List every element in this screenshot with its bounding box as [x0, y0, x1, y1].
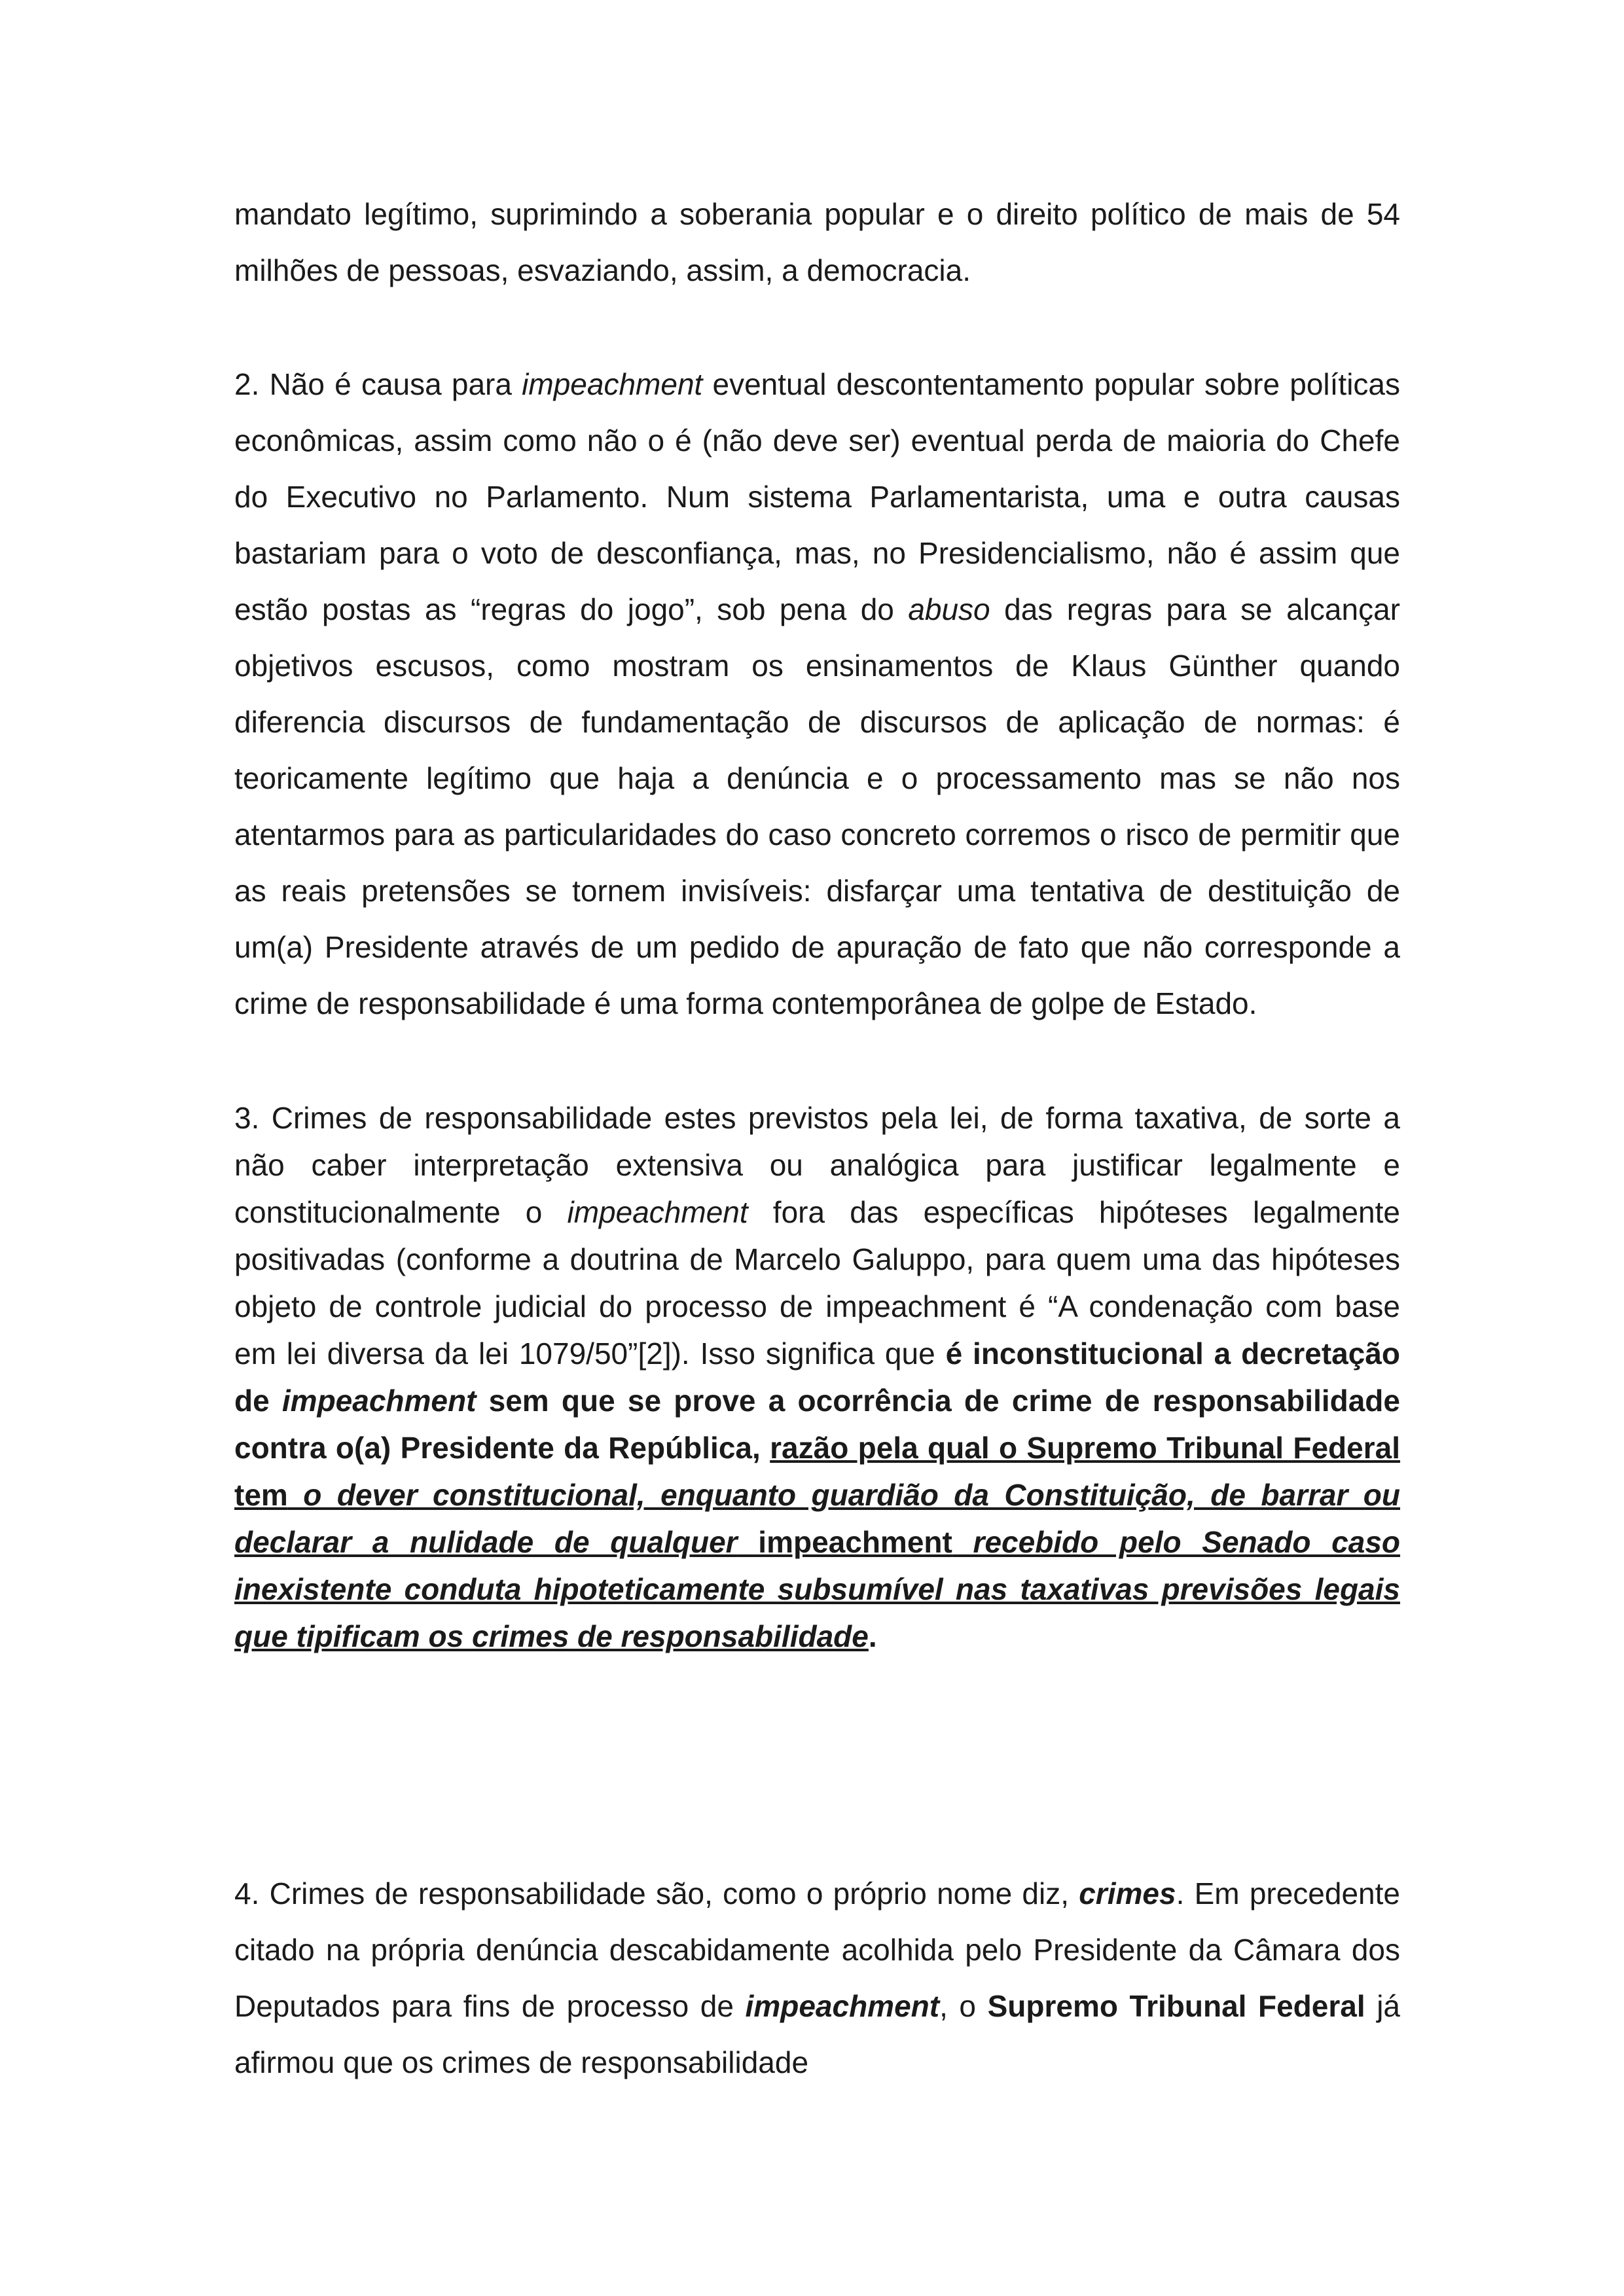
paragraph-3-text-a: 3. Crimes de responsabilidade estes previstos pela lei, de forma taxativa, de sorte a não caber interpretação extensiva ou analógica para justificar legalmente e constitucionalmente o	[234, 1101, 1400, 1229]
paragraph-2-italic-abuso: abuso	[908, 592, 990, 626]
paragraph-3-bold-underlined-impeachment: impeachment	[737, 1525, 952, 1559]
paragraph-4-text-b: . Em precedente citado na própria denúncia descabidamente acolhida pelo Presidente da Câmara dos Deputados para fins de processo de	[234, 1876, 1400, 2023]
paragraph-1	[234, 186, 1400, 298]
paragraph-2-text-c: das regras para se alcançar objetivos escusos, como mostram os ensinamentos de Klaus Günther quando diferencia discursos de fundamentação de discursos de aplicação de normas: é teoricamente legítimo que haja a denúncia e o processamento mas se não nos atentarmos para as particularidades do caso concreto corremos o risco de permitir que as reais pretensões se tornem invisíveis: disfarçar uma tentativa de destituição de um(a) Presidente através de um pedido de apuração de fato que não corresponde a crime de responsabilidade é uma forma contemporânea de golpe de Estado.	[234, 592, 1400, 1020]
paragraph-4-bold-stf: Supremo Tribunal Federal	[987, 1989, 1365, 2023]
paragraph-4-text-a: 4. Crimes de responsabilidade são, como o próprio nome diz,	[234, 1876, 1079, 1910]
paragraph-3-bold-underlined: razão pela qual o Supremo Tribunal Federal tem	[234, 1431, 1401, 1512]
paragraph-2-italic-impeachment: impeachment	[522, 367, 703, 401]
paragraph-3-bold-b: sem que se prove a ocorrência de crime de responsabilidade contra o(a) Presidente da República,	[234, 1384, 1400, 1465]
paragraph-3-bold-space	[761, 1431, 770, 1465]
paragraph-3-bold-italic-impeachment: impeachment	[281, 1384, 477, 1418]
paragraph-2	[234, 356, 1400, 1031]
paragraph-2-text-b: eventual descontentamento popular sobre políticas econômicas, assim como não o é (não deve ser) eventual perda de maioria do Chefe do Executivo no Parlamento. Num sistema Parlamentarista, uma e outra causas bastariam para o voto de desconfiança, mas, no Presidencialismo, não é assim que estão postas as “regras do jogo”, sob pena do	[234, 367, 1400, 626]
paragraph-3-bold-a: é inconstitucional a decretação de	[234, 1336, 1400, 1418]
paragraph-4	[234, 1865, 1400, 2090]
paragraph-3-bold-italic-underlined-a: o dever constitucional, enquanto guardião da Constituição, de barrar ou declarar a nulidade de qualquer	[234, 1478, 1400, 1559]
paragraph-3-final-period: .	[868, 1619, 877, 1653]
paragraph-3	[234, 1094, 1400, 1660]
paragraph-4-text-d: já afirmou que os crimes de responsabilidade	[234, 1989, 1400, 2079]
paragraph-4-bold-italic-impeachment: impeachment	[745, 1989, 940, 2023]
paragraph-2-text-a: 2. Não é causa para	[234, 367, 522, 401]
paragraph-4-bold-italic-crimes: crimes	[1079, 1876, 1176, 1910]
paragraph-1-text: mandato legítimo, suprimindo a soberania popular e o direito político de mais de 54 milhões de pessoas, esvaziando, assim, a democracia.	[234, 197, 1400, 287]
paragraph-3-bold-italic-underlined-b: recebido pelo Senado caso inexistente conduta hipoteticamente subsumível nas taxativas previsões legais que tipificam os crimes de responsabilidade	[234, 1525, 1401, 1653]
paragraph-3-text-b: fora das específicas hipóteses legalmente positivadas (conforme a doutrina de Marcelo Galuppo, para quem uma das hipóteses objeto de controle judicial do processo de impeachment é “A condenação com base em lei diversa da lei 1079/50”[2]). Isso significa que	[234, 1195, 1400, 1371]
paragraph-4-text-c: , o	[939, 1989, 988, 2023]
paragraph-3-italic-impeachment: impeachment	[567, 1195, 748, 1229]
